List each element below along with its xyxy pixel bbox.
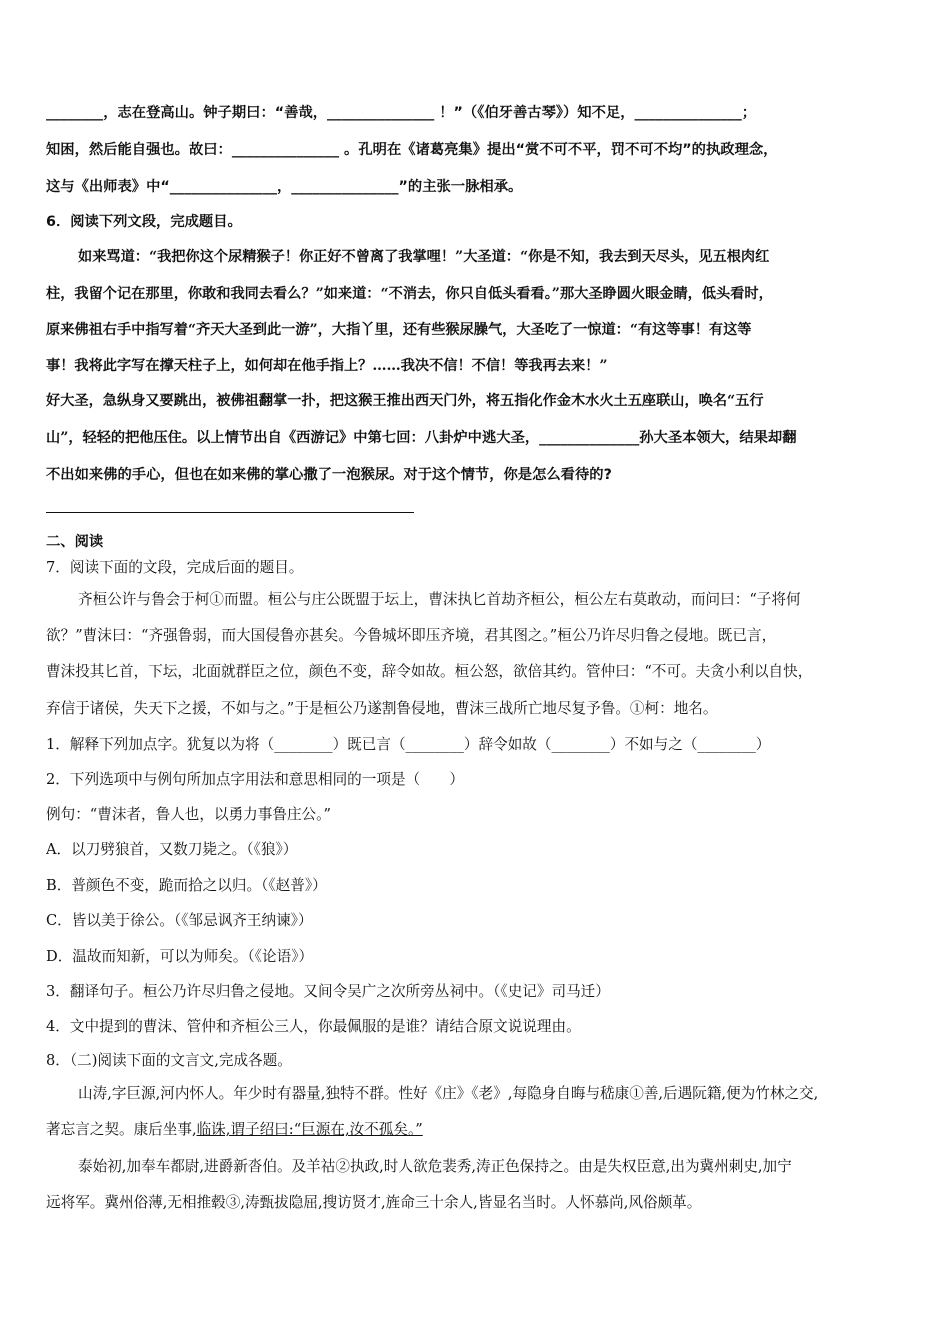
q8-passage-p1-line-2 (46, 1120, 914, 1140)
q7-passage-line-4: 弃信于诸侯，失天下之援，不如与之。”于是桓公乃遂割鲁侵地，曹沫三战所亡地尽复予鲁。①柯：地名。 (46, 700, 718, 717)
q8-passage-text: 著忘言之契。康后坐事, (46, 1121, 197, 1138)
q6-passage-line-3: 原来佛祖右手中指写着“齐天大圣到此一游”，大指丫里，还有些猴尿臊气，大圣吃了一惊道：“有这等事！有这等 (46, 322, 752, 338)
q8-passage-p1-line-1: 山涛,字巨源,河内怀人。年少时有器量,独特不群。性好《庄》《老》,每隐身自晦与嵇康①善,后遇阮籍,便为竹林之交, (78, 1085, 819, 1102)
q7-prompt: 7．阅读下面的文段，完成后面的题目。 (46, 559, 304, 576)
q7-passage-line-3: 曹沫投其匕首，下坛，北面就群臣之位，颜色不变，辞令如故。桓公怒，欲倍其约。管仲曰：“不可。夫贪小利以自快， (46, 663, 813, 680)
q7-sub-4: 4．文中提到的曹沫、管仲和齐桓公三人，你最佩服的是谁？请结合原文说说理由。 (46, 1018, 581, 1035)
q8-passage-p2-line-2: 远将军。冀州俗薄,无相推毂③,涛甄拔隐屈,搜访贤才,旌命三十余人,皆显名当时。人怀慕尚,风俗颇革。 (46, 1194, 702, 1211)
q6-question-part-2: 不出如来佛的手心，但也在如来佛的掌心撒了一泡猴尿。对于这个情节，你是怎么看待的? (46, 467, 612, 483)
q7-option-a: A．以刀劈狼首，又数刀毙之。（《狼》） (46, 841, 298, 858)
q6-question-part-1: 以上情节出自《西游记》中第七回：八卦炉中逃大圣，______________孙大圣本领大，结果却翻 (196, 430, 797, 446)
q5-line-3: 这与《出师表》中“_______________，_______________”的主张一脉相承。 (46, 179, 523, 195)
q8-prompt: 8．（二)阅读下面的文言文,完成各题。 (46, 1052, 292, 1069)
q7-example: 例句：“曹沫者，鲁人也，以勇力事鲁庄公。” (46, 806, 331, 823)
q7-passage-line-2: 欲？”曹沫曰：“齐强鲁弱，而大国侵鲁亦甚矣。今鲁城坏即压齐境，君其图之。”桓公乃许尽归鲁之侵地。既已言， (46, 627, 777, 644)
q6-passage-line-4: 事！我将此字写在撑天柱子上，如何却在他手指上？……我决不信！不信！等我再去来！” (46, 358, 608, 374)
q7-sub-2: 2．下列选项中与例句所加点字用法和意思相同的一项是（ ） (46, 771, 464, 788)
q7-sub-3: 3．翻译句子。桓公乃许尽归鲁之侵地。又间令吴广之次所旁丛祠中。（《史记》司马迁） (46, 983, 610, 1000)
q6-passage-tail: 山”，轻轻的把他压住。 (46, 430, 197, 446)
q6-passage-line-1: 如来骂道：“我把你这个尿精猴子！你正好不曾离了我掌哩！”大圣道：“你是不知，我去到天尽头，见五根肉红 (78, 249, 770, 265)
q6-passage-line-2: 柱，我留个记在那里，你敢和我同去看么？”如来道：“不消去，你只自低头看看。”那大圣睁圆火眼金睛，低头看时， (46, 286, 773, 302)
q7-passage-line-1: 齐桓公许与鲁会于柯①而盟。桓公与庄公既盟于坛上，曹沫执匕首劫齐桓公，桓公左右莫敢动，而问曰：“子将何 (78, 591, 801, 608)
q6-passage-line-5: 好大圣，急纵身又要跳出，被佛祖翻掌一扑，把这猴王推出西天门外，将五指化作金木水火土五座联山，唤名“五行 (46, 393, 764, 409)
q6-passage-line-6 (46, 428, 914, 448)
q7-sub-1: 1．解释下列加点字。犹复以为将（________）既已言（________）辞令如故（________）不如与之（________） (46, 736, 771, 753)
q7-option-b: B．普颜色不变，跪而拾之以归。（《赵普》） (46, 877, 327, 894)
q8-passage-p2-line-1: 泰始初,加奉车都尉,进爵新沓伯。及羊祜②执政,时人欲危裴秀,涛正色保持之。由是失权臣意,出为冀州刺史,加宁 (78, 1158, 792, 1175)
q8-underlined-sentence: 临诛,谓子绍曰:“巨源在,汝不孤矣。” (196, 1121, 423, 1138)
section-heading-reading: 二、阅读 (46, 534, 104, 550)
q7-option-d: D．温故而知新，可以为师矣。（《论语》） (46, 948, 314, 965)
q5-line-2: 知困，然后能自强也。故曰：_______________ 。孔明在《诸葛亮集》提出“赏不可不平，罚不可不均”的执政理念， (46, 142, 778, 158)
q6-answer-line (46, 512, 414, 513)
q7-option-c: C．皆以美于徐公。（《邹忌讽齐王纳谏》） (46, 912, 313, 929)
q6-prompt: 6．阅读下列文段，完成题目。 (46, 214, 242, 230)
q5-line-1: ________，志在登高山。钟子期曰：“善哉，_______________ ！”（《伯牙善古琴》）知不足，_______________； (46, 105, 757, 121)
